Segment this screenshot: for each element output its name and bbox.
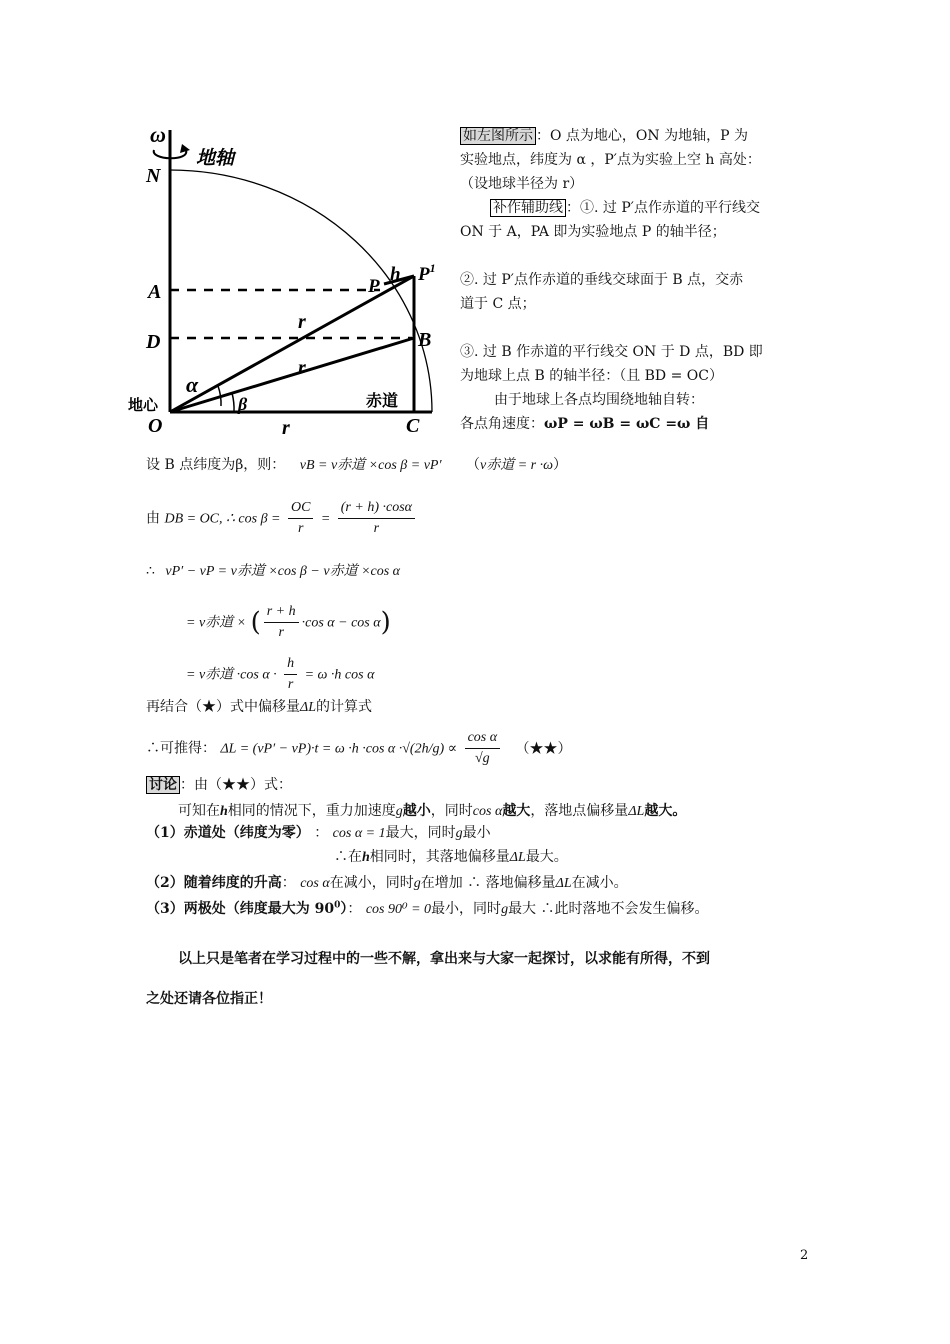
label-r-OB: r xyxy=(298,357,306,379)
rotation-line: 由于地球上各点均围绕地轴自转： xyxy=(494,392,704,408)
aux-box: 补作辅助线 xyxy=(490,199,566,217)
intro-line-1: 如左图所示 ：O 点为地心，ON 为地轴，P 为 xyxy=(460,124,820,148)
label-beta: β xyxy=(238,394,248,414)
intro-line-3: （设地球半径为 r） xyxy=(460,176,584,192)
label-B: B xyxy=(418,329,432,351)
label-C: C xyxy=(406,415,420,437)
label-center: 地心 xyxy=(128,396,159,414)
discussion-head: 讨论 ：由（★★）式： xyxy=(146,774,292,794)
axis-label: 地轴 xyxy=(196,148,235,169)
latitude-line: 设 B 点纬度为β，则： vB = v赤道 ×cos β = vP′ （v赤道 = r ·ω） xyxy=(146,457,567,473)
angular-velocity-line: 各点角速度：ωP = ωB = ωC =ω 自 xyxy=(460,416,710,432)
step3-line-2: 为地球上点 B 的轴半径：（且 BD = OC） xyxy=(460,368,723,384)
diff-line-2: = v赤道 × ( $\frac{r + h}{r}$ ·cos α − cos α) xyxy=(186,604,391,640)
label-h: h xyxy=(390,264,401,285)
label-alpha: α xyxy=(186,372,199,397)
step3-line-1: ③. 过 B 作赤道的平行线交 ON 于 D 点，BD 即 xyxy=(460,344,763,360)
label-r-OC: r xyxy=(282,417,290,439)
aux-line-2: ON 于 A，PA 即为实验地点 P 的轴半径； xyxy=(460,224,726,240)
intro-box: 如左图所示 xyxy=(460,127,536,145)
case-1-result: ∴在h相同时，其落地偏移量ΔL最大。 xyxy=(334,849,568,865)
label-P1: $P^1$ xyxy=(418,261,436,285)
angle-arc-beta xyxy=(232,393,234,412)
diff-line-1: ∴ vP′ − vP = v赤道 ×cos β − v赤道 ×cos α xyxy=(146,563,401,579)
case-2-line: （2）随着纬度的升高： cos α在减小，同时g在增加 ∴ 落地偏移量ΔL在减小。 xyxy=(146,875,628,891)
right-column xyxy=(460,124,820,436)
label-P: P xyxy=(368,276,380,297)
case-3-line: （3）两极处（纬度最大为 $90^0$）： cos 90⁰ = 0最小，同时g最大 ∴此时落地不会发生偏移。 xyxy=(146,900,709,917)
label-A: A xyxy=(148,281,162,303)
diff-line-3: = v赤道 ·cos α · $\frac{h}{r}$ = ω ·h cos α xyxy=(186,656,375,692)
page-number: 2 xyxy=(800,1248,809,1263)
discussion-line-1: 可知在h相同的情况下，重力加速度g越小，同时cos α越大，落地点偏移量ΔL越大。 xyxy=(178,803,687,819)
earth-diagram xyxy=(120,120,450,440)
cos-beta-line: 由 DB = OC, ∴ cos β = $\frac{OC}{r}$ = $\frac{(r + h) \cdot\cos\alpha}{r}$ xyxy=(146,498,418,539)
aux-line-1: 补作辅助线 ：①. 过 P′点作赤道的平行线交 xyxy=(460,196,820,220)
derive-line: ∴可推得： ΔL = (vP′ − vP)·t = ω ·h ·cos α ·√(2h/g) ∝ $\frac{\text{cos α}}{√g}$ （★★） xyxy=(146,730,572,766)
label-O: O xyxy=(148,415,163,437)
label-r-OP: r xyxy=(298,311,306,333)
label-D: D xyxy=(146,331,161,353)
intro-line-2: 实验地点，纬度为 α ，P′点为实验上空 h 高处： xyxy=(460,152,761,168)
label-equator: 赤道 xyxy=(366,391,399,410)
step2-line-2: 道于 C 点； xyxy=(460,296,536,312)
discussion-box: 讨论 xyxy=(146,776,180,794)
conclusion-line-1: 以上只是笔者在学习过程中的一些不解，拿出来与大家一起探讨，以求能有所得，不到 xyxy=(178,951,710,967)
omega-label: ω xyxy=(150,122,166,147)
step2-line-1: ②. 过 P′点作赤道的垂线交球面于 B 点，交赤 xyxy=(460,272,744,288)
conclusion-line-2: 之处还请各位指正！ xyxy=(146,991,272,1007)
combine-line: 再结合（★）式中偏移量ΔL的计算式 xyxy=(146,699,373,715)
case-1-line: （1）赤道处（纬度为零） ： cos α = 1最大，同时g最小 xyxy=(146,825,491,841)
label-N: N xyxy=(146,165,161,187)
